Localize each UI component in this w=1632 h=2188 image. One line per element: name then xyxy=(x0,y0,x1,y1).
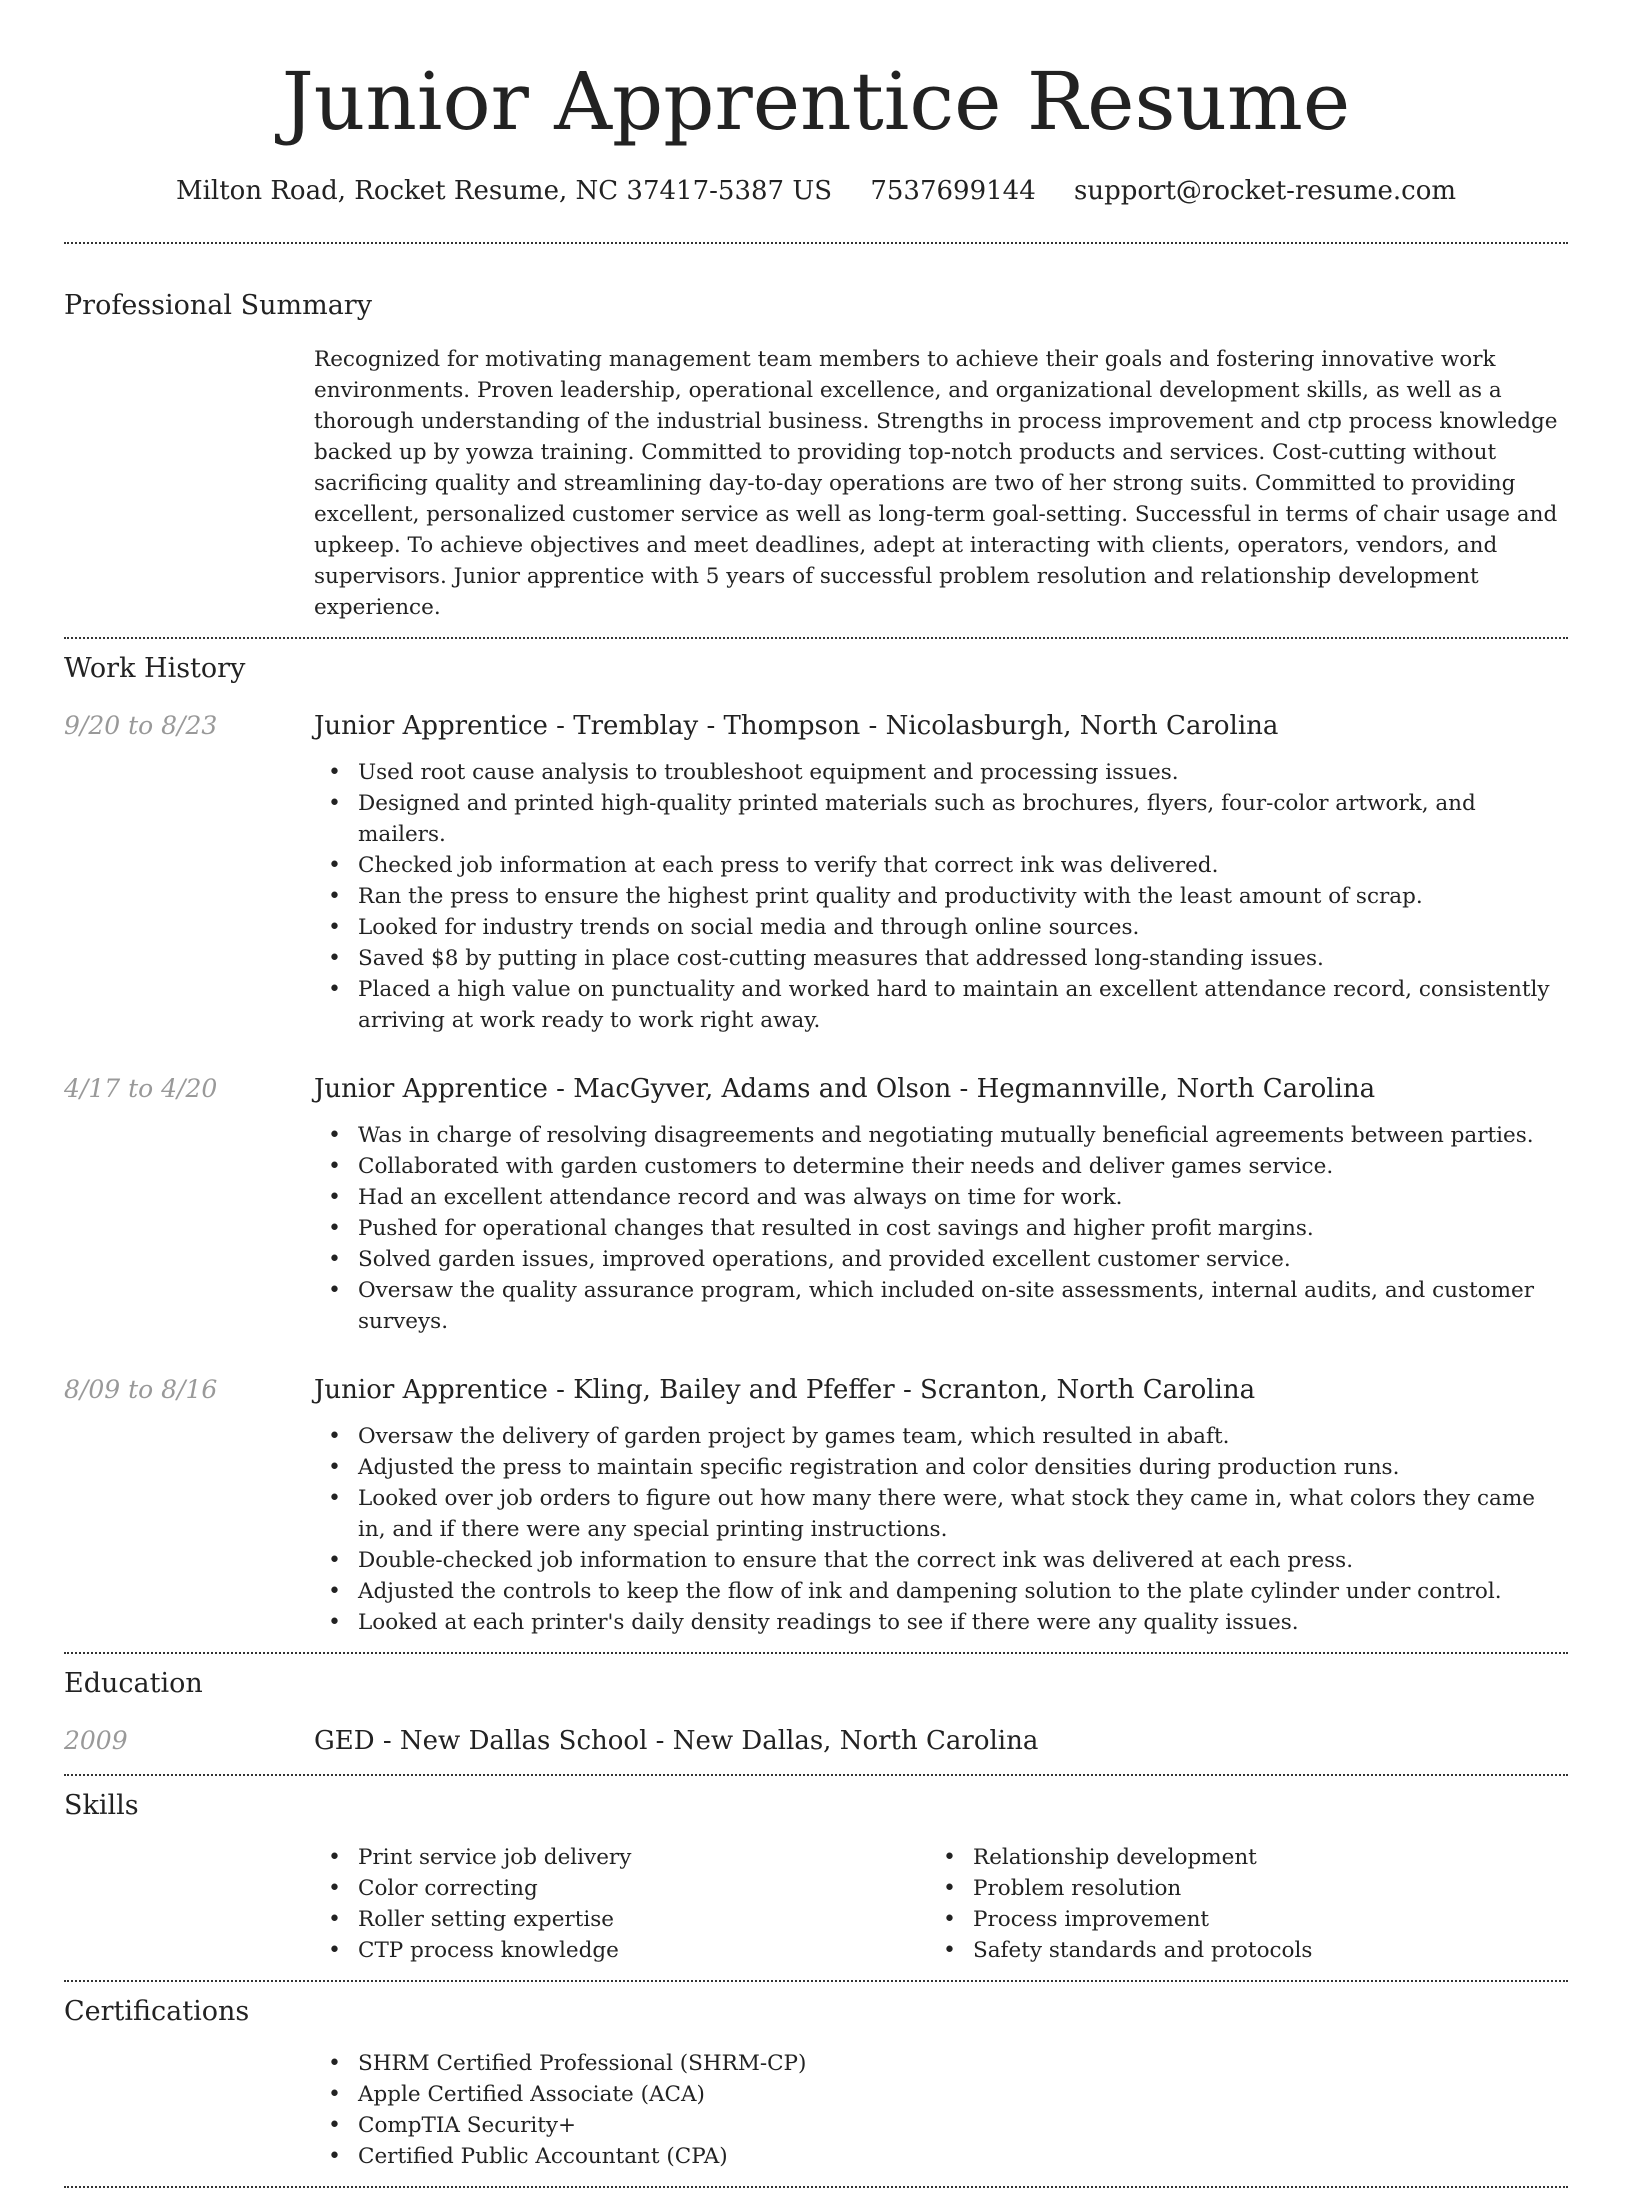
job-dates: 9/20 to 8/23 xyxy=(64,711,218,740)
job-bullet: • Adjusted the press to maintain specific registration and color densities during production runs. xyxy=(314,1452,1568,1483)
certification-item: • Certified Public Accountant (CPA) xyxy=(314,2141,1568,2172)
education-entry xyxy=(64,1724,1568,1758)
divider xyxy=(64,1774,1568,1776)
job-entry xyxy=(64,709,1568,1036)
job-bullet: • Solved garden issues, improved operations, and provided excellent customer service. xyxy=(314,1244,1568,1275)
job-bullets xyxy=(314,757,1568,1036)
contact-address: Milton Road, Rocket Resume, NC 37417-5387 US xyxy=(175,176,833,206)
skill-item: • CTP process knowledge xyxy=(314,1935,929,1966)
job-entry xyxy=(64,1373,1568,1638)
skills-list-left xyxy=(314,1842,929,1966)
job-bullet: • Looked over job orders to figure out how many there were, what stock they came in, what colors they came in, and if there were any special printing instructions. xyxy=(314,1483,1568,1545)
skill-item: • Print service job delivery xyxy=(314,1842,929,1873)
divider xyxy=(64,637,1568,639)
resume-page xyxy=(64,0,1568,2188)
contact-email[interactable]: support@rocket-resume.com xyxy=(1074,176,1457,206)
resume-title: Junior Apprentice Resume xyxy=(281,55,1351,148)
education-heading: Education xyxy=(64,1668,203,1699)
work-history-heading: Work History xyxy=(64,653,246,684)
job-bullet: • Used root cause analysis to troubleshoot equipment and processing issues. xyxy=(314,757,1568,788)
divider xyxy=(64,1652,1568,1654)
job-heading: Junior Apprentice - Kling, Bailey and Pfeffer - Scranton, North Carolina xyxy=(314,1375,1256,1405)
divider xyxy=(64,1980,1568,1982)
work-history-section xyxy=(64,651,1568,1638)
job-bullet: • Looked at each printer's daily density readings to see if there were any quality issues. xyxy=(314,1607,1568,1638)
job-bullet: • Looked for industry trends on social media and through online sources. xyxy=(314,912,1568,943)
job-bullet: • Saved $8 by putting in place cost-cutting measures that addressed long-standing issues. xyxy=(314,943,1568,974)
certifications-list xyxy=(314,2048,1568,2172)
job-bullet: • Oversaw the delivery of garden project by games team, which resulted in abaft. xyxy=(314,1421,1568,1452)
job-bullet: • Placed a high value on punctuality and worked hard to maintain an excellent attendance record, consistently arriving at work ready to work right away. xyxy=(314,974,1568,1036)
skill-item: • Roller setting expertise xyxy=(314,1904,929,1935)
summary-section xyxy=(64,288,1568,623)
contact-phone: 7537699144 xyxy=(870,176,1036,206)
certifications-heading: Certifications xyxy=(64,1996,250,2027)
job-bullet: • Designed and printed high-quality printed materials such as brochures, flyers, four-color artwork, and mailers. xyxy=(314,788,1568,850)
certifications-section xyxy=(64,1994,1568,2172)
certification-item: • SHRM Certified Professional (SHRM-CP) xyxy=(314,2048,1568,2079)
job-bullet: • Oversaw the quality assurance program, which included on-site assessments, internal audits, and customer surveys. xyxy=(314,1275,1568,1337)
job-heading: Junior Apprentice - Tremblay - Thompson - Nicolasburgh, North Carolina xyxy=(314,711,1279,741)
education-detail: GED - New Dallas School - New Dallas, North Carolina xyxy=(314,1726,1039,1756)
summary-text: Recognized for motivating management team members to achieve their goals and fostering innovative work environments. Proven leadership, operational excellence, and organizational development skills, as well as a thorough understanding of the industrial business. Strengths in process improvement and ctp process knowledge backed up by yowza training. Committed to providing top-notch products and services. Cost-cutting without sacrificing quality and streamlining day-to-day operations are two of her strong suits. Committed to providing excellent, personalized customer service as well as long-term goal-setting. Successful in terms of chair usage and upkeep. To achieve objectives and meet deadlines, adept at interacting with clients, operators, vendors, and supervisors. Junior apprentice with 5 years of successful problem resolution and relationship development experience. xyxy=(314,347,1558,620)
job-bullet: • Adjusted the controls to keep the flow of ink and dampening solution to the plate cylinder under control. xyxy=(314,1576,1568,1607)
job-bullet: • Checked job information at each press to verify that correct ink was delivered. xyxy=(314,850,1568,881)
job-bullet: • Ran the press to ensure the highest print quality and productivity with the least amount of scrap. xyxy=(314,881,1568,912)
job-bullet: • Was in charge of resolving disagreements and negotiating mutually beneficial agreements between parties. xyxy=(314,1120,1568,1151)
certification-item: • CompTIA Security+ xyxy=(314,2110,1568,2141)
education-section xyxy=(64,1666,1568,1758)
skill-item: • Problem resolution xyxy=(929,1873,1544,1904)
skill-item: • Color correcting xyxy=(314,1873,929,1904)
job-bullet: • Pushed for operational changes that resulted in cost savings and higher profit margins. xyxy=(314,1213,1568,1244)
divider xyxy=(64,242,1568,244)
certification-item: • Apple Certified Associate (ACA) xyxy=(314,2079,1568,2110)
job-bullet: • Had an excellent attendance record and was always on time for work. xyxy=(314,1182,1568,1213)
job-bullet: • Collaborated with garden customers to determine their needs and deliver games service. xyxy=(314,1151,1568,1182)
skill-item: • Safety standards and protocols xyxy=(929,1935,1544,1966)
job-bullet: • Double-checked job information to ensure that the correct ink was delivered at each press. xyxy=(314,1545,1568,1576)
job-bullets xyxy=(314,1421,1568,1638)
job-dates: 4/17 to 4/20 xyxy=(64,1074,218,1103)
job-bullets xyxy=(314,1120,1568,1337)
job-heading: Junior Apprentice - MacGyver, Adams and Olson - Hegmannville, North Carolina xyxy=(314,1074,1376,1104)
job-dates: 8/09 to 8/16 xyxy=(64,1375,218,1404)
skills-heading: Skills xyxy=(64,1790,139,1821)
summary-heading: Professional Summary xyxy=(64,290,372,321)
education-year: 2009 xyxy=(64,1726,128,1755)
job-entry xyxy=(64,1072,1568,1337)
skills-list-right xyxy=(929,1842,1544,1966)
skill-item: • Process improvement xyxy=(929,1904,1544,1935)
skill-item: • Relationship development xyxy=(929,1842,1544,1873)
contact-line xyxy=(64,174,1568,208)
skills-section xyxy=(64,1788,1568,1966)
